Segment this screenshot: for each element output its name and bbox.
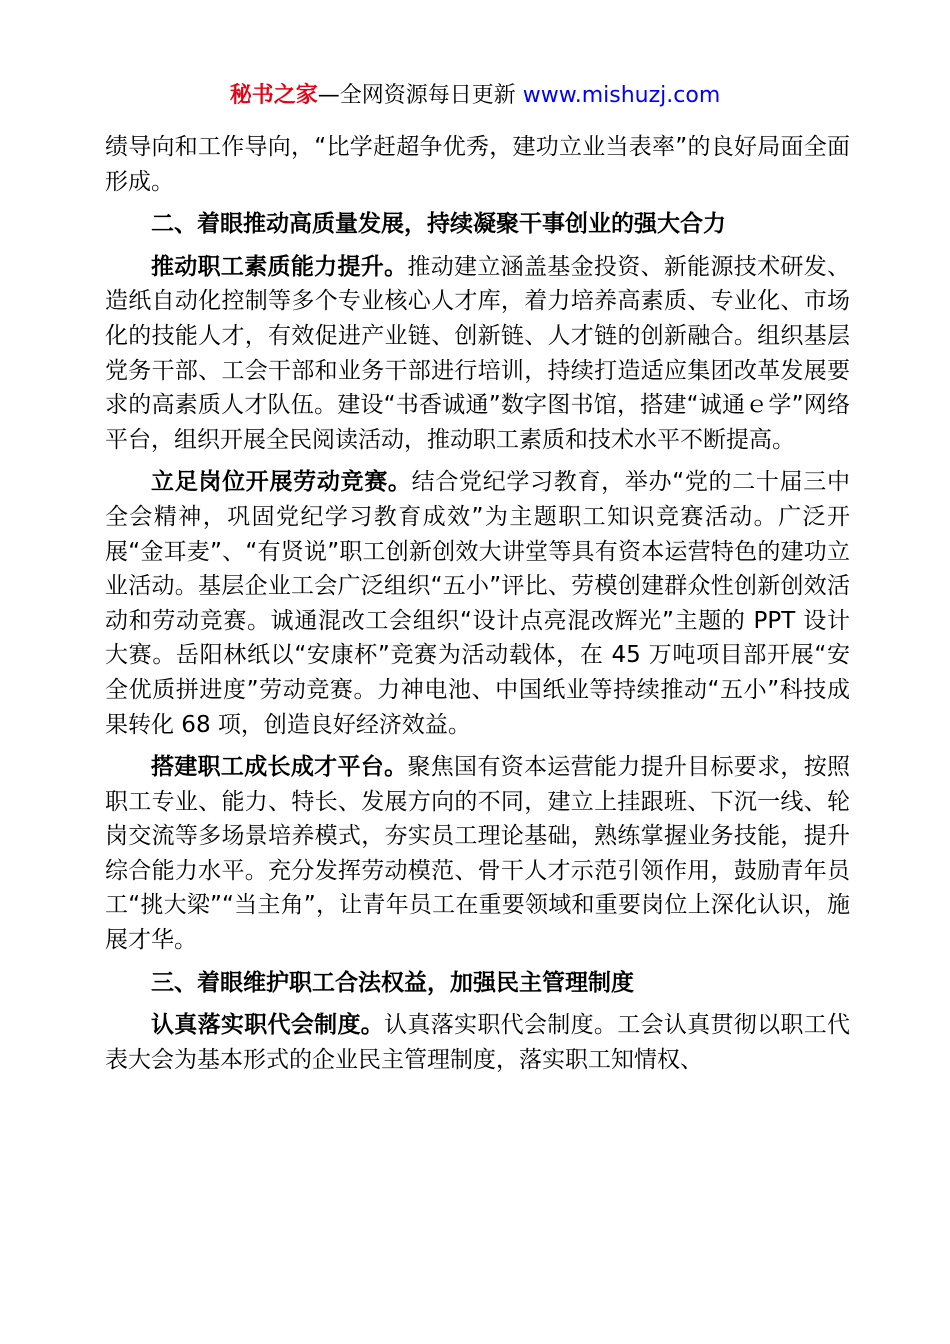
paragraph-lead: 立足岗位开展劳动竞赛。	[151, 469, 412, 496]
paragraph-text: 推动建立涵盖基金投资、新能源技术研发、造纸自动化控制等多个专业核心人才库，着力培养高素质、专业化、市场化的技能人才，有效促进产业链、创新链、人才链的创新融合。组织基层党务干部、工会干部和业务干部进行培训，持续打造适应集团改革发展要求的高素质人才队伍。建设“书香诚通”数字图书馆，搭建“诚通ｅ学”网络平台，组织开展全民阅读活动，推动职工素质和技术水平不断提高。	[105, 253, 851, 453]
document-body	[105, 130, 850, 1085]
header-url[interactable]: www.mishuzj.com	[522, 83, 721, 108]
paragraph-labor-competition	[105, 465, 850, 742]
paragraph-continuation: 绩导向和工作导向，“比学赶超争优秀，建功立业当表率”的良好局面全面形成。	[105, 134, 850, 195]
paragraph-text: 认真落实职代会制度。工会认真贯彻以职工代表大会为基本形式的企业民主管理制度，落实职工知情权、	[105, 1012, 851, 1073]
header-tagline: —全网资源每日更新	[317, 83, 523, 108]
paragraph-text: 聚焦国有资本运营能力提升目标要求，按照职工专业、能力、特长、发展方向的不同，建立上挂跟班、下沉一线、轮岗交流等多场景培养模式，夯实员工理论基础，熟练掌握业务技能，提升综合能力水平。充分发挥劳动模范、骨干人才示范引领作用，鼓励青年员工“挑大梁”“当主角”，让青年员工在重要领域和重要岗位上深化认识，施展才华。	[105, 754, 851, 954]
paragraph-quality-improvement	[105, 250, 850, 458]
page-header	[0, 80, 950, 112]
paragraph-congress-system	[105, 1008, 850, 1077]
paragraph-lead: 推动职工素质能力提升。	[151, 253, 408, 280]
section-heading-2: 二、着眼推动高质量发展，持续凝聚干事创业的强大合力	[151, 211, 726, 238]
paragraph-lead: 搭建职工成长成才平台。	[151, 754, 408, 781]
section-heading-3: 三、着眼维护职工合法权益，加强民主管理制度	[151, 969, 634, 996]
paragraph-growth-platform	[105, 750, 850, 958]
brand-name: 秘书之家	[229, 83, 318, 108]
paragraph-text: 结合党纪学习教育，举办“党的二十届三中全会精神，巩固党纪学习教育成效”为主题职工知识竞赛活动。广泛开展“金耳麦”、“有贤说”职工创新创效大讲堂等具有资本运营特色的建功立业活动。基层企业工会广泛组织“五小”评比、劳模创建群众性创新创效活动和劳动竞赛。诚通混改工会组织“设计点亮混改辉光”主题的 PPT 设计大赛。岳阳林纸以“安康杯”竞赛为活动载体，在 45 万吨项目部开展“安全优质拼进度”劳动竞赛。力神电池、中国纸业等持续推动“五小”科技成果转化 68 项，创造良好经济效益。	[105, 469, 851, 738]
paragraph-lead: 认真落实职代会制度。	[151, 1012, 385, 1039]
